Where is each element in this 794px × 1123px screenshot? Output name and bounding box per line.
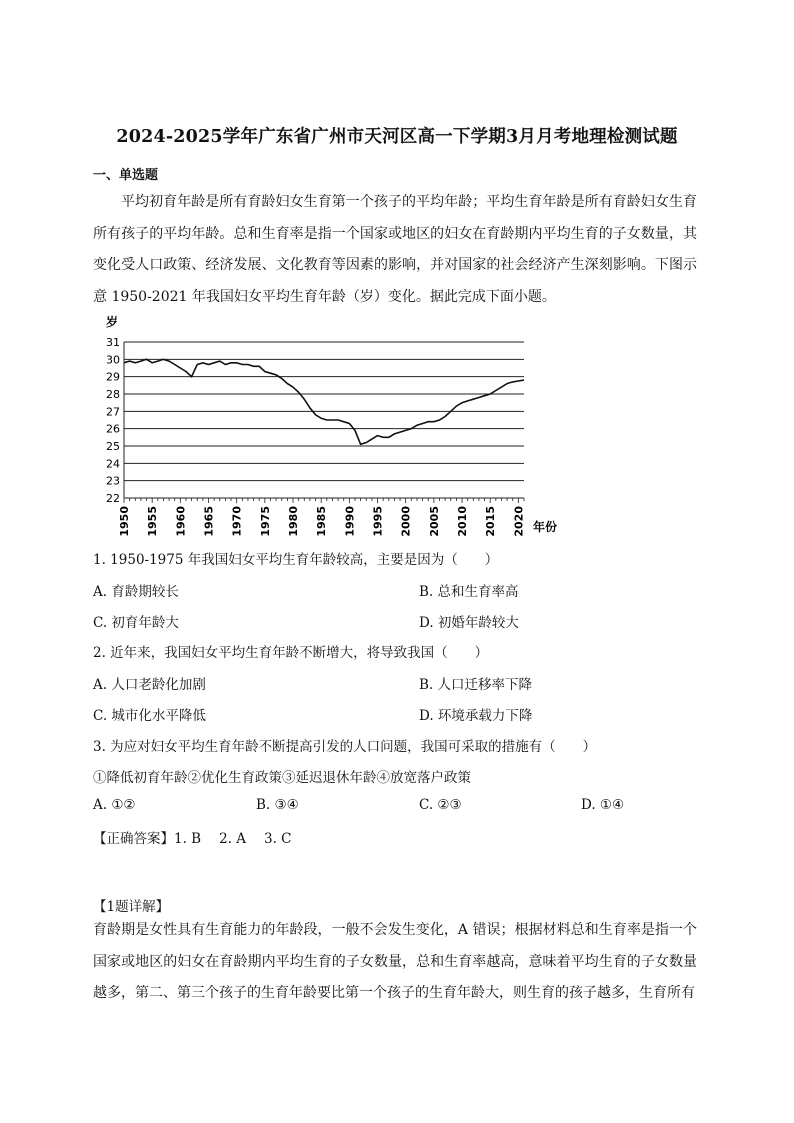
q2-option-b: B. 人口迁移率下降 [419,677,533,693]
x-tick-label: 2005 [427,506,441,537]
x-axis-label: 年份 [533,520,558,534]
q3-option-c: C. ②③ [419,797,462,813]
x-tick-label: 1990 [343,506,357,537]
question-3-choices: ①降低初育年龄②优化生育政策③延迟退休年龄④放宽落户政策 [93,770,471,786]
y-tick-label: 24 [106,457,120,471]
q2-option-c: C. 城市化水平降低 [93,708,206,724]
document-title: 2024-2025学年广东省广州市天河区高一下学期3月月考地理检测试题 [116,127,678,147]
y-axis-label: 岁 [106,315,119,329]
answer-2: 2. A [219,831,247,847]
q2-option-d: D. 环境承载力下降 [419,708,533,724]
x-tick-label: 1995 [371,506,385,537]
x-tick-labels [118,506,525,537]
chart-grid [124,342,524,503]
y-tick-label: 30 [106,353,120,367]
x-tick-label: 1970 [230,506,244,537]
q1-option-b: B. 总和生育率高 [419,584,519,600]
answer-3: 3. C [264,831,292,847]
x-tick-label: 1980 [287,506,301,537]
intro-paragraph: 平均初育年龄是所有育龄妇女生育第一个孩子的平均年龄；平均生育年龄是所有育龄妇女生育所有孩子的平均年龄。总和生育率是指一个国家或地区的妇女在育龄期内平均生育的子女数量，其变化受人口政策、经济发展、文化教育等因素的影响，并对国家的社会经济产生深刻影响。下图示意 1950-2021 年我国妇女平均生育年龄（岁）变化。据此完成下面小题。 [93,194,697,305]
y-tick-label: 23 [106,474,120,488]
y-tick-labels [106,336,120,505]
q1-option-c: C. 初育年龄大 [93,615,179,631]
question-2-stem: 2. 近年来，我国妇女平均生育年龄不断增大，将导致我国（ ） [93,645,489,661]
y-tick-label: 28 [106,388,120,401]
y-tick-label: 22 [106,492,120,505]
x-tick-label: 1955 [146,506,160,537]
x-tick-label: 2020 [512,506,526,537]
q1-option-d: D. 初婚年龄较大 [419,615,519,631]
detail-paragraph: 育龄期是女性具有生育能力的年龄段，一般不会发生变化，A 错误；根据材料总和生育率是指一个国家或地区的妇女在育龄期内平均生育的子女数量，总和生育率越高，意味着平均生育的子女数量越多，第二、第三个孩子的生育年龄要比第一个孩子的生育年龄大，则生育的孩子越多，生育所有 [93,922,697,1001]
q3-option-a: A. ①② [93,797,136,813]
q3-option-d: D. ①④ [581,797,625,813]
section-heading: 一、单选题 [93,168,159,183]
x-tick-label: 2010 [456,506,470,537]
y-tick-label: 27 [106,405,120,419]
question-1-stem: 1. 1950-1975 年我国妇女平均生育年龄较高，主要是因为（ ） [93,552,499,568]
q3-option-b: B. ③④ [256,797,299,813]
q2-option-a: A. 人口老龄化加剧 [93,677,206,693]
answer-label: 【正确答案】 [93,831,174,847]
x-tick-label: 1965 [202,506,216,537]
x-tick-label: 2015 [484,506,498,537]
y-tick-label: 31 [106,336,120,349]
q1-option-a: A. 育龄期较长 [93,584,179,600]
series-line [124,359,524,444]
x-tick-label: 1975 [258,506,272,537]
x-tick-label: 1950 [118,506,131,537]
detail-heading: 【1题详解】 [93,899,170,915]
x-tick-label: 2000 [399,506,413,537]
age-line-chart [96,312,566,544]
question-3-stem: 3. 为应对妇女平均生育年龄不断提高引发的人口问题，我国可采取的措施有（ ） [93,739,597,755]
x-tick-label: 1960 [174,506,188,537]
x-tick-label: 1985 [315,506,329,537]
answer-key [93,827,310,847]
y-tick-label: 29 [106,370,120,384]
y-tick-label: 26 [106,422,120,436]
y-tick-label: 25 [106,440,120,453]
answer-1: 1. B [174,831,202,847]
